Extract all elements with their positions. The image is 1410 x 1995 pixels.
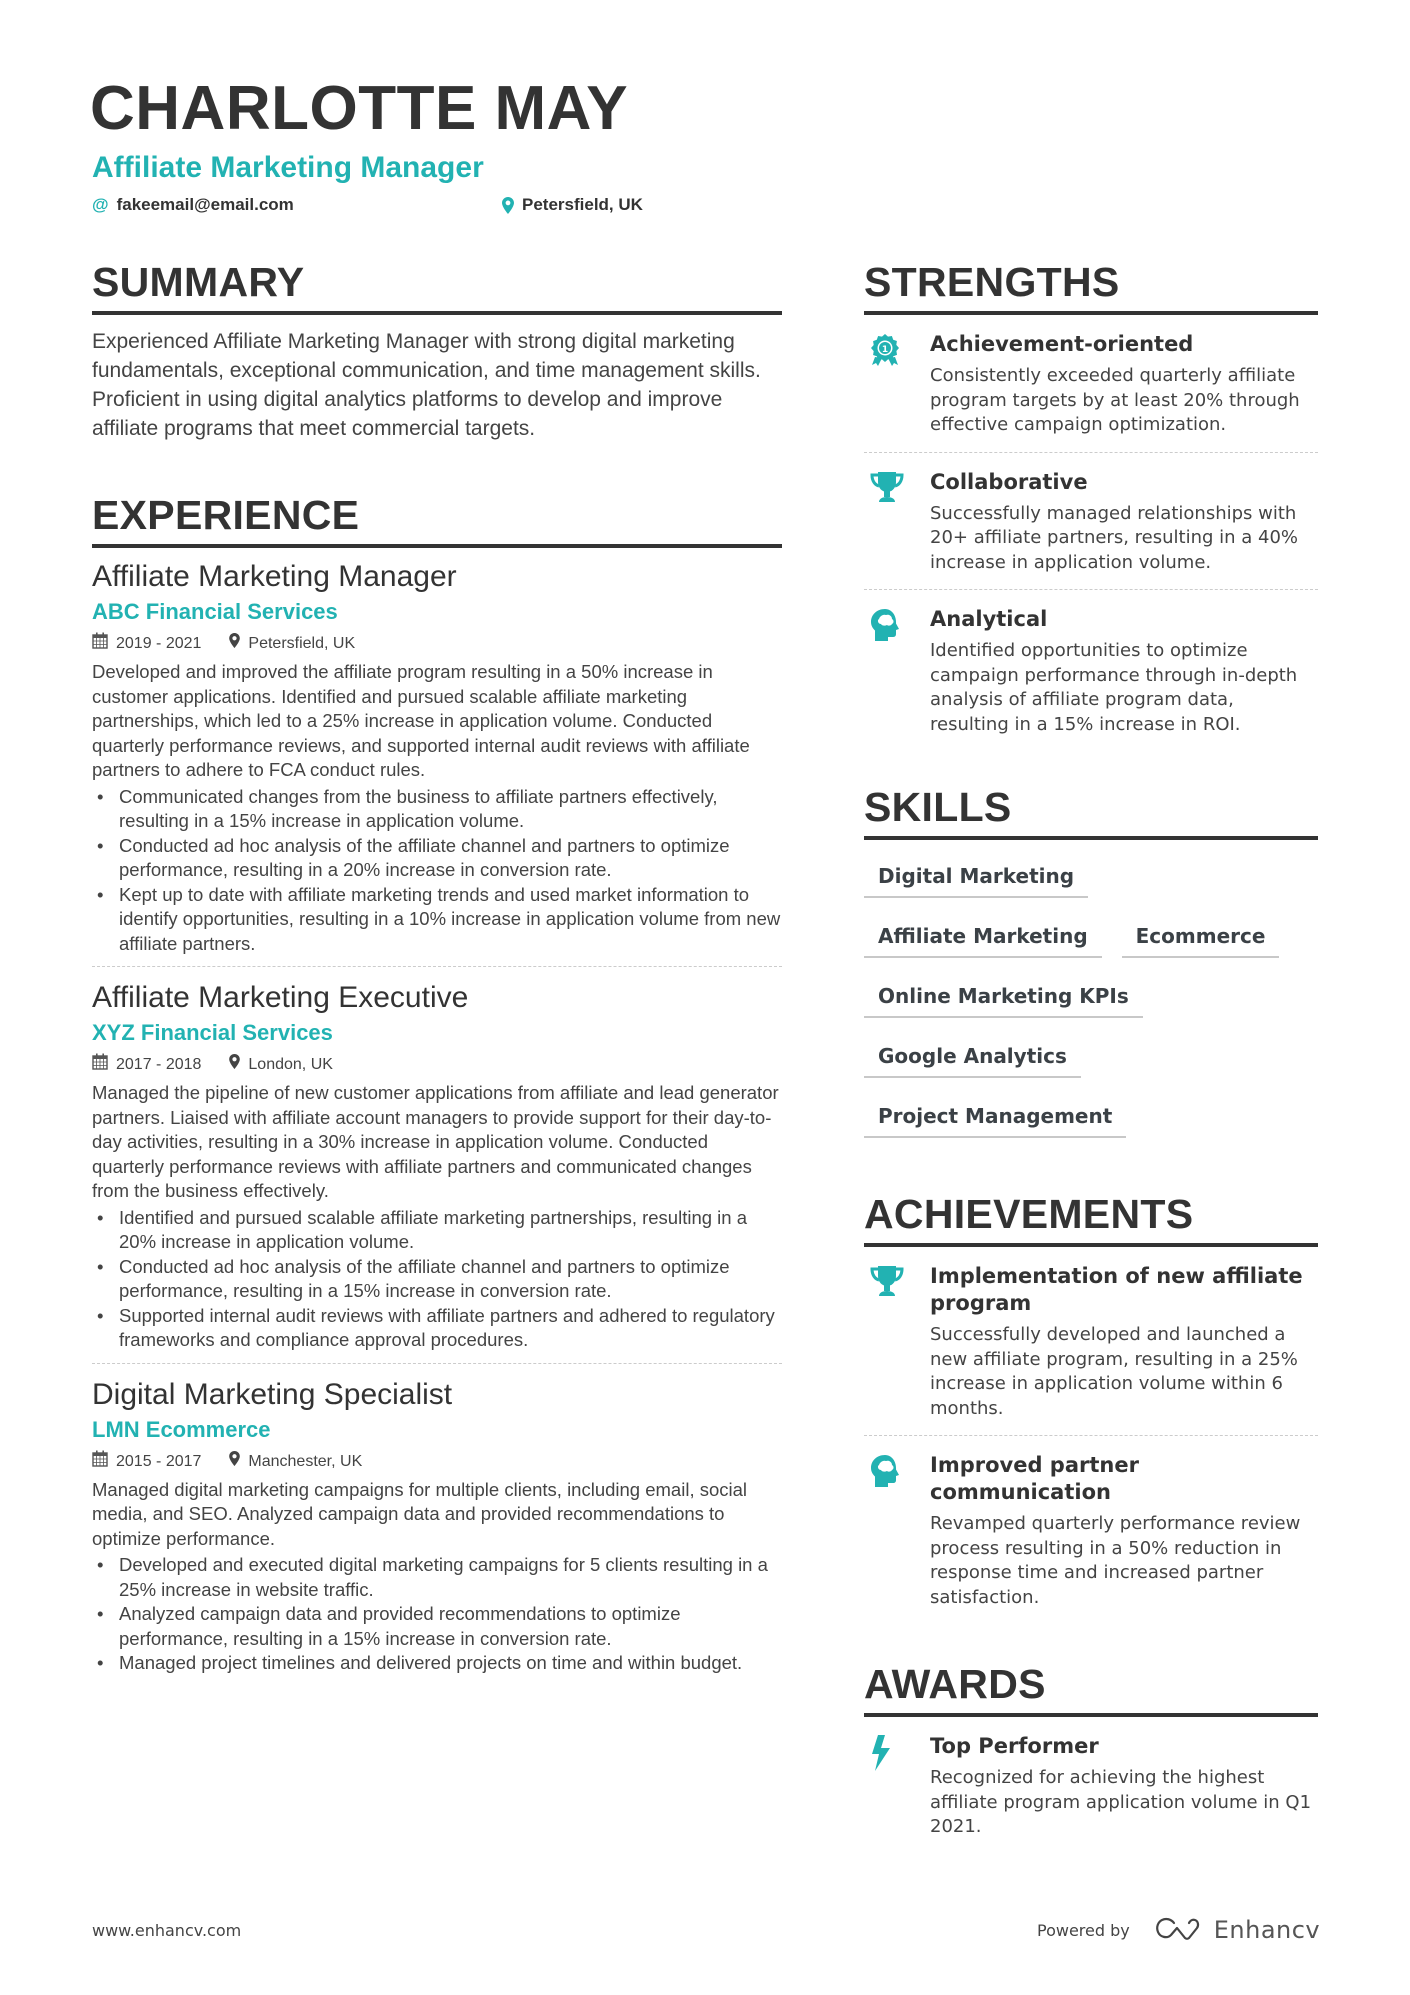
strength-title: Collaborative: [930, 469, 1088, 494]
strength-description: Successfully managed relationships with 20+ affiliate partners, resulting in a 40% increase in application volume.: [930, 502, 1299, 573]
job-bullet: • Kept up to date with affiliate marketing trends and used market information to identify opportunities, resulting in a 10% increase in application volume from new affiliate partners.: [92, 883, 782, 957]
brand-name: Enhancv: [1213, 1916, 1321, 1944]
strength-item: [864, 452, 1318, 590]
job-bullet: • Supported internal audit reviews with affiliate partners and adhered to regulatory frameworks and compliance approval procedures.: [92, 1304, 782, 1353]
experience-item: [92, 558, 782, 966]
job-location: Petersfield, UK: [229, 633, 355, 655]
skill-tag: Online Marketing KPIs: [864, 974, 1143, 1018]
skills-section: [864, 784, 1318, 1154]
strength-description: Identified opportunities to optimize campaign performance through in-depth analysis of affiliate program data, resulting in a 15% increase in ROI.: [930, 640, 1298, 735]
awards-section: [864, 1661, 1318, 1854]
strength-description: Consistently exceeded quarterly affiliate program targets by at least 20% through effective campaign optimization.: [930, 365, 1300, 435]
job-bullet: • Conducted ad hoc analysis of the affiliate channel and partners to optimize performance, resulting in a 20% increase in conversion rate.: [92, 834, 782, 883]
achievements-heading: ACHIEVEMENTS: [864, 1194, 1318, 1247]
candidate-title: Affiliate Marketing Manager: [92, 151, 484, 184]
footer-website-link[interactable]: www.enhancv.com: [92, 1921, 242, 1940]
company-name: ABC Financial Services: [92, 599, 338, 624]
calendar-icon: [92, 1053, 108, 1077]
job-location: Manchester, UK: [229, 1451, 362, 1473]
skill-tag: Affiliate Marketing: [864, 914, 1102, 958]
job-dates: 2019 - 2021: [92, 632, 201, 656]
left-column: [92, 259, 782, 1686]
job-description: Managed the pipeline of new customer applications from affiliate and lead generator partners. Liaised with affiliate account managers to provide support for their day-to-day activities, resulting in a 30% increase in application volume. Conducted quarterly performance reviews with affiliate partners and communicated changes from the business effectively.: [92, 1082, 779, 1201]
award-ribbon-icon: [864, 331, 930, 438]
head-brain-icon: [864, 606, 930, 737]
job-bullets: [92, 1553, 782, 1676]
right-column: [864, 259, 1318, 1854]
skill-tag: Google Analytics: [864, 1034, 1081, 1078]
job-description: Managed digital marketing campaigns for multiple clients, including email, social media, and SEO. Analyzed campaign data and provided recommendations to optimize performance.: [92, 1478, 748, 1549]
achievement-title: Implementation of new affiliate program: [930, 1264, 1303, 1315]
job-meta: [92, 632, 782, 656]
at-sign-icon: @: [92, 195, 109, 214]
job-bullets: [92, 785, 782, 957]
summary-heading: SUMMARY: [92, 262, 782, 315]
map-pin-icon: [502, 197, 514, 214]
job-meta: [92, 1053, 782, 1077]
job-bullet: • Managed project timelines and delivered projects on time and within budget.: [92, 1651, 782, 1676]
skill-tag: Project Management: [864, 1094, 1126, 1138]
candidate-name: CHARLOTTE MAY: [90, 74, 629, 143]
job-location: London, UK: [229, 1054, 333, 1076]
job-dates: 2015 - 2017: [92, 1450, 201, 1474]
calendar-icon: [92, 1450, 108, 1474]
experience-item: [92, 966, 782, 1363]
job-bullet: • Communicated changes from the business to affiliate partners effectively, resulting in a 15% increase in application volume.: [92, 785, 782, 834]
trophy-icon: [864, 469, 930, 576]
job-bullet: • Analyzed campaign data and provided recommendations to optimize performance, resulting in a 15% increase in conversion rate.: [92, 1602, 782, 1651]
experience-item: [92, 1363, 782, 1686]
job-bullet: • Developed and executed digital marketing campaigns for 5 clients resulting in a 25% increase in website traffic.: [92, 1553, 782, 1602]
skills-heading: SKILLS: [864, 787, 1318, 840]
experience-section: [92, 492, 782, 1686]
strength-title: Achievement-oriented: [930, 332, 1194, 356]
job-description: Developed and improved the affiliate program resulting in a 50% increase in customer applications. Identified and pursued scalable affiliate marketing partnerships, which led to a 25% increase in application volume. Conducted quarterly performance reviews, and supported internal audit reviews with affiliate partners to adhere to FCA conduct rules.: [92, 661, 750, 780]
location-text: Petersfield, UK: [522, 195, 643, 214]
email-text: fakeemail@email.com: [116, 195, 294, 214]
achievements-section: [864, 1191, 1318, 1624]
award-description: Recognized for achieving the highest affiliate program application volume in Q1 2021.: [930, 1767, 1312, 1837]
strengths-section: [864, 259, 1318, 751]
job-title: Affiliate Marketing Manager: [92, 560, 457, 593]
job-dates: 2017 - 2018: [92, 1053, 201, 1077]
svg-text:1: 1: [881, 345, 889, 355]
calendar-icon: [92, 632, 108, 656]
map-pin-icon: [229, 1054, 240, 1076]
contact-email[interactable]: [92, 195, 294, 215]
job-meta: [92, 1450, 782, 1474]
trophy-icon: [864, 1263, 930, 1421]
award-title: Top Performer: [930, 1734, 1099, 1758]
company-name: XYZ Financial Services: [92, 1020, 333, 1045]
achievement-item: [864, 1247, 1318, 1435]
strengths-heading: STRENGTHS: [864, 262, 1318, 315]
job-title: Digital Marketing Specialist: [92, 1377, 453, 1411]
lightning-bolt-icon: [864, 1733, 930, 1840]
job-title: Affiliate Marketing Executive: [92, 981, 469, 1014]
job-bullets: [92, 1206, 782, 1353]
achievement-title: Improved partner communication: [930, 1453, 1139, 1504]
head-brain-icon: [864, 1452, 930, 1610]
job-bullet: • Identified and pursued scalable affiliate marketing partnerships, resulting in a 20% increase in application volume.: [92, 1206, 782, 1255]
footer-branding: [1037, 1915, 1320, 1945]
achievement-item: [864, 1435, 1318, 1624]
skills-list: [864, 840, 1318, 1154]
achievement-description: Successfully developed and launched a new affiliate program, resulting in a 25% increase in application volume within 6 months.: [930, 1324, 1298, 1419]
company-name: LMN Ecommerce: [92, 1416, 271, 1442]
strength-item: [864, 589, 1318, 751]
brand-logo[interactable]: [1154, 1915, 1320, 1945]
awards-heading: AWARDS: [864, 1664, 1318, 1717]
award-item: [864, 1717, 1318, 1854]
map-pin-icon: [229, 633, 240, 655]
map-pin-icon: [229, 1451, 240, 1473]
skill-tag: Ecommerce: [1122, 914, 1280, 958]
summary-text: Experienced Affiliate Marketing Manager with strong digital marketing fundamentals, exceptional communication, and time management skills. Proficient in using digital analytics platforms to develop and improve affiliate programs that meet commercial targets.: [92, 330, 761, 440]
summary-section: [92, 259, 782, 443]
skill-tag: Digital Marketing: [864, 854, 1088, 898]
strength-item: [864, 315, 1318, 452]
job-bullet: • Conducted ad hoc analysis of the affiliate channel and partners to optimize performance, resulting in a 15% increase in conversion rate.: [92, 1255, 782, 1304]
enhancv-logo-icon: [1154, 1915, 1202, 1945]
contact-location: [502, 195, 643, 215]
achievement-description: Revamped quarterly performance review process resulting in a 50% reduction in response time and increased partner satisfaction.: [930, 1513, 1301, 1608]
strength-title: Analytical: [930, 607, 1048, 631]
powered-by-label: Powered by: [1037, 1920, 1130, 1940]
experience-heading: EXPERIENCE: [92, 495, 782, 548]
